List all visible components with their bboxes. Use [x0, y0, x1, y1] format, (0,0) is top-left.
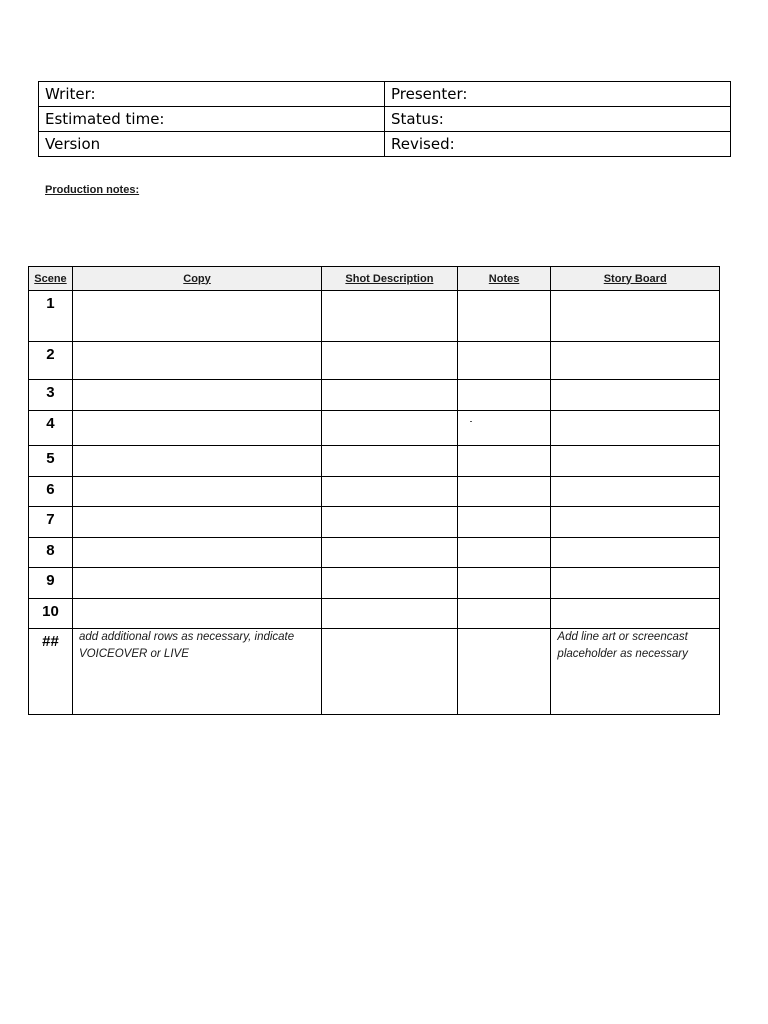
story-board-cell[interactable] [551, 599, 720, 629]
writer-label: Writer: [45, 85, 96, 103]
scene-number: 3 [29, 380, 73, 411]
column-header-story-board: Story Board [551, 267, 720, 291]
shot-description-cell[interactable] [322, 291, 458, 342]
shot-description-cell[interactable] [322, 411, 458, 446]
notes-cell[interactable] [457, 380, 551, 411]
scene-table-header [29, 267, 720, 291]
story-board-cell[interactable] [551, 568, 720, 599]
table-row [29, 291, 720, 342]
notes-cell[interactable] [457, 411, 551, 446]
revised-label: Revised: [391, 135, 455, 153]
notes-cell[interactable] [457, 507, 551, 538]
estimated-time-field[interactable] [39, 107, 385, 132]
scene-number: ## [29, 629, 73, 715]
info-row [39, 132, 731, 157]
copy-cell[interactable] [72, 380, 321, 411]
shot-description-cell[interactable] [322, 538, 458, 568]
story-board-cell[interactable] [551, 538, 720, 568]
script-info-table [38, 81, 731, 157]
column-header-notes: Notes [457, 267, 551, 291]
column-header-shot-description: Shot Description [322, 267, 458, 291]
story-board-cell[interactable] [551, 380, 720, 411]
status-field[interactable] [385, 107, 731, 132]
story-board-cell[interactable] [551, 291, 720, 342]
shot-description-cell[interactable] [322, 507, 458, 538]
shot-description-cell[interactable] [322, 629, 458, 715]
story-board-cell[interactable] [551, 342, 720, 380]
copy-cell[interactable] [72, 568, 321, 599]
copy-cell[interactable] [72, 477, 321, 507]
scene-number: 4 [29, 411, 73, 446]
notes-cell[interactable] [457, 599, 551, 629]
table-row [29, 342, 720, 380]
presenter-label: Presenter: [391, 85, 468, 103]
story-board-cell[interactable]: Add line art or screencast placeholder as necessary [551, 629, 720, 715]
scene-number: 2 [29, 342, 73, 380]
scene-number: 8 [29, 538, 73, 568]
shot-description-cell[interactable] [322, 446, 458, 477]
shot-description-cell[interactable] [322, 477, 458, 507]
story-board-cell[interactable] [551, 411, 720, 446]
copy-cell[interactable] [72, 291, 321, 342]
shot-description-cell[interactable] [322, 568, 458, 599]
presenter-field[interactable] [385, 82, 731, 107]
table-row [29, 446, 720, 477]
info-row [39, 82, 731, 107]
status-label: Status: [391, 110, 444, 128]
copy-cell[interactable] [72, 411, 321, 446]
notes-cell[interactable] [457, 342, 551, 380]
shot-description-cell[interactable] [322, 342, 458, 380]
column-header-scene: Scene [29, 267, 73, 291]
copy-cell[interactable] [72, 342, 321, 380]
copy-cell[interactable] [72, 446, 321, 477]
table-row [29, 599, 720, 629]
notes-cell[interactable] [457, 446, 551, 477]
scene-number: 1 [29, 291, 73, 342]
shot-description-cell[interactable] [322, 599, 458, 629]
scene-number: 7 [29, 507, 73, 538]
story-board-cell[interactable] [551, 477, 720, 507]
notes-cell[interactable] [457, 538, 551, 568]
writer-field[interactable] [39, 82, 385, 107]
table-row [29, 507, 720, 538]
copy-cell[interactable]: add additional rows as necessary, indicate VOICEOVER or LIVE [72, 629, 321, 715]
table-row [29, 538, 720, 568]
estimated-time-label: Estimated time: [45, 110, 165, 128]
table-row [29, 568, 720, 599]
copy-cell[interactable] [72, 538, 321, 568]
notes-cell[interactable] [457, 568, 551, 599]
scene-number: 10 [29, 599, 73, 629]
revised-field[interactable] [385, 132, 731, 157]
version-field[interactable] [39, 132, 385, 157]
copy-cell[interactable] [72, 507, 321, 538]
column-header-copy: Copy [72, 267, 321, 291]
notes-cell[interactable] [457, 291, 551, 342]
story-board-cell[interactable] [551, 507, 720, 538]
shot-description-cell[interactable] [322, 380, 458, 411]
table-row [29, 477, 720, 507]
story-board-cell[interactable] [551, 446, 720, 477]
scene-number: 9 [29, 568, 73, 599]
notes-cell[interactable] [457, 477, 551, 507]
scene-table [28, 266, 720, 715]
table-row [29, 411, 720, 446]
scene-number: 5 [29, 446, 73, 477]
stray-dot-mark [470, 421, 472, 422]
production-notes-heading: Production notes: [45, 184, 140, 196]
scene-number: 6 [29, 477, 73, 507]
version-label: Version [45, 135, 101, 153]
table-row [29, 629, 720, 715]
copy-cell[interactable] [72, 599, 321, 629]
table-row [29, 380, 720, 411]
info-row [39, 107, 731, 132]
notes-cell[interactable] [457, 629, 551, 715]
